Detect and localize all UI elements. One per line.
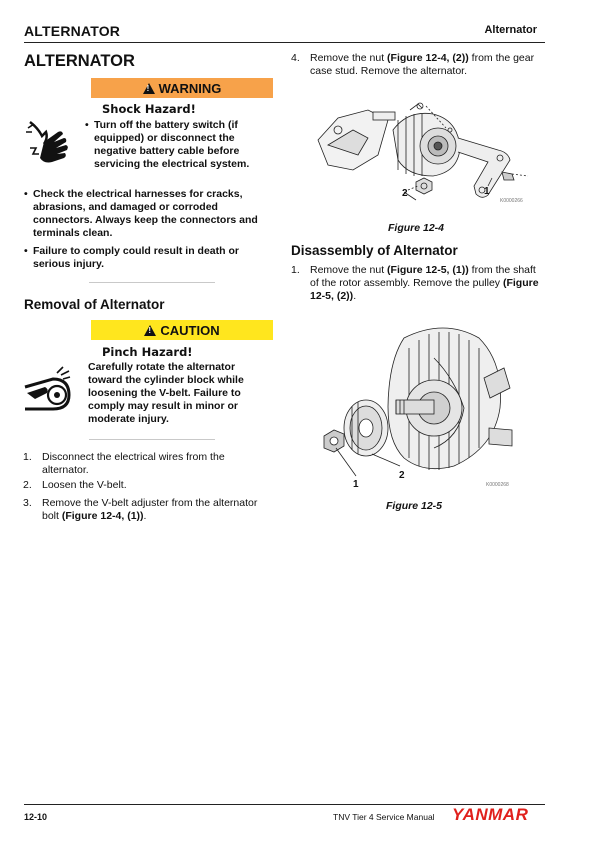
warning-triangle-icon: ! [143,83,155,94]
figure-12-5-illustration [314,318,544,490]
figure-12-5-code: K0000268 [486,482,509,488]
warning-label: WARNING [158,80,222,96]
figure-12-4-callout-1: 1 [484,186,490,197]
figure-12-5-callout-1: 1 [353,479,359,490]
figure-12-4-caption: Figure 12-4 [388,222,445,234]
warning-item-2: • Check the electrical harnesses for cracks, abrasions, and damaged or corroded connectors. Always keep the connectors and terminals clean. [33,188,273,240]
electric-shock-hand-icon [24,118,72,168]
manual-title: TNV Tier 4 Service Manual [333,812,435,822]
warning-item-1: • Turn off the battery switch (if equipped) or disconnect the negative battery cable before servicing the electrical system. [94,119,269,171]
figure-12-5-callout-2: 2 [399,470,405,481]
figure-12-4-illustration [298,100,543,210]
figure-12-4-code: K0000266 [500,198,523,204]
caution-banner [91,320,273,340]
caution-label: CAUTION [160,322,220,338]
removal-step-3: 3. Remove the V-belt adjuster from the alternator bolt (Figure 12-4, (1)). [23,497,258,522]
belt-pinch-hand-icon [23,365,75,415]
disassembly-step-1: 1. Remove the nut (Figure 12-5, (1)) from the shaft of the rotor assembly. Remove the pulley (Figure 12-5, (2)). [291,264,539,302]
separator [89,282,215,283]
warning-banner [91,78,273,98]
caution-triangle-icon: ! [144,325,156,336]
separator [89,439,215,440]
caution-text: Carefully rotate the alternator toward the cylinder block while loosening the V-belt. Failure to comply may result in minor or moderate injury. [88,361,244,425]
header-rule [24,42,545,43]
section-title: ALTERNATOR [24,23,121,39]
yanmar-logo: YANMAR [452,805,529,824]
disassembly-heading: Disassembly of Alternator [291,243,458,258]
warning-item-3: • Failure to comply could result in death or serious injury. [33,245,263,271]
removal-heading: Removal of Alternator [24,297,165,312]
removal-step-1: 1. Disconnect the electrical wires from the alternator. [23,451,225,476]
page-number: 12-10 [24,812,48,822]
figure-12-4-callout-2: 2 [402,188,408,199]
figure-12-5-caption: Figure 12-5 [386,500,443,512]
removal-step-2: 2. Loosen the V-belt. [23,479,127,491]
main-title: ALTERNATOR [24,52,135,70]
shock-hazard-title: Shock Hazard! [102,102,196,116]
page-title: Alternator [484,24,537,36]
removal-step-4: 4. Remove the nut (Figure 12-4, (2)) from the gear case stud. Remove the alternator. [291,52,535,77]
pinch-hazard-title: Pinch Hazard! [102,345,193,359]
